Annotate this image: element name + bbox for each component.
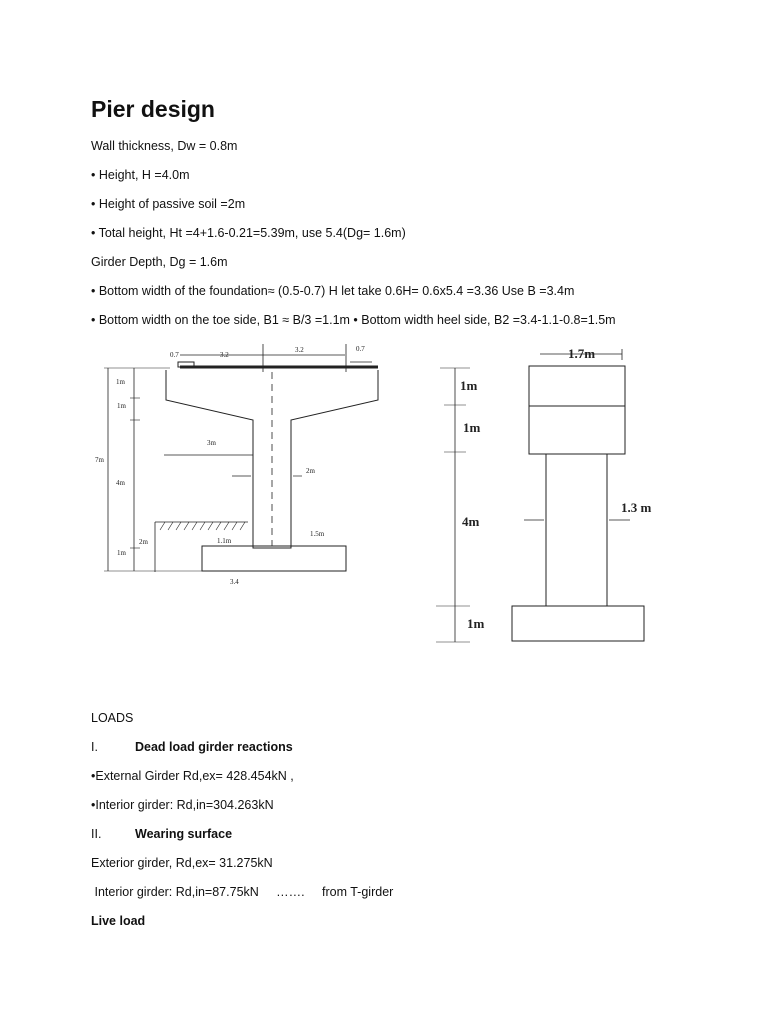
dim-label: 0.7 xyxy=(356,345,365,353)
text-line: •External Girder Rd,ex= 428.454kN , xyxy=(91,769,294,783)
section-heading xyxy=(91,827,232,841)
live-load-heading: Live load xyxy=(91,914,146,928)
dim-label: 1m xyxy=(117,549,126,557)
dim-label: 7m xyxy=(95,456,104,464)
text-line: • Bottom width on the toe side, B1 ≈ B/3 =1.1m • Bottom width heel side, B2 =3.4-1.1-0.8=1.5m xyxy=(91,313,616,327)
section-number: II. xyxy=(91,827,102,841)
dim-label: 0.7 xyxy=(170,351,179,359)
dim-label: 1m xyxy=(117,402,126,410)
dim-label: 3.2 xyxy=(220,351,229,359)
text-line: • Height, H =4.0m xyxy=(91,168,190,182)
section-title: Wearing surface xyxy=(135,827,233,841)
section-number: I. xyxy=(91,740,98,754)
dim-label: 1.3 m xyxy=(621,500,652,515)
dim-label: 1.5m xyxy=(310,530,325,538)
dim-label: 1m xyxy=(467,616,485,631)
section-title: Dead load girder reactions xyxy=(135,740,293,754)
text-line: • Total height, Ht =4+1.6-0.21=5.39m, use 5.4(Dg= 1.6m) xyxy=(91,226,406,240)
dim-label: 1m xyxy=(460,378,478,393)
dim-label: 2m xyxy=(139,538,148,546)
dim-label: 4m xyxy=(116,479,125,487)
text-line: • Height of passive soil =2m xyxy=(91,197,246,211)
text-line: •Interior girder: Rd,in=304.263kN xyxy=(91,798,274,812)
pier-elevation-drawing xyxy=(88,340,388,590)
text-line: Girder Depth, Dg = 1.6m xyxy=(91,255,228,269)
text-line: Wall thickness, Dw = 0.8m xyxy=(91,139,238,153)
text-line: Exterior girder, Rd,ex= 31.275kN xyxy=(91,856,273,870)
dim-label: 1.7m xyxy=(568,346,596,361)
page-title: Pier design xyxy=(91,96,215,122)
dim-label: 3.4 xyxy=(230,578,239,586)
dim-label: 4m xyxy=(462,514,480,529)
dim-label: 1.1m xyxy=(217,537,232,545)
dim-label: 3m xyxy=(207,439,216,447)
loads-heading: LOADS xyxy=(91,711,134,725)
dim-label: 3.2 xyxy=(295,346,304,354)
section-heading xyxy=(91,740,293,754)
dim-label: 1m xyxy=(463,420,481,435)
dim-label: 2m xyxy=(306,467,315,475)
dim-label: 1m xyxy=(116,378,125,386)
text-line: Interior girder: Rd,in=87.75kN ……. from T-girder xyxy=(91,885,394,899)
text-line: • Bottom width of the foundation≈ (0.5-0.7) H let take 0.6H= 0.6x5.4 =3.36 Use B =3.4m xyxy=(91,284,575,298)
pier-side-elevation-drawing xyxy=(430,342,680,647)
